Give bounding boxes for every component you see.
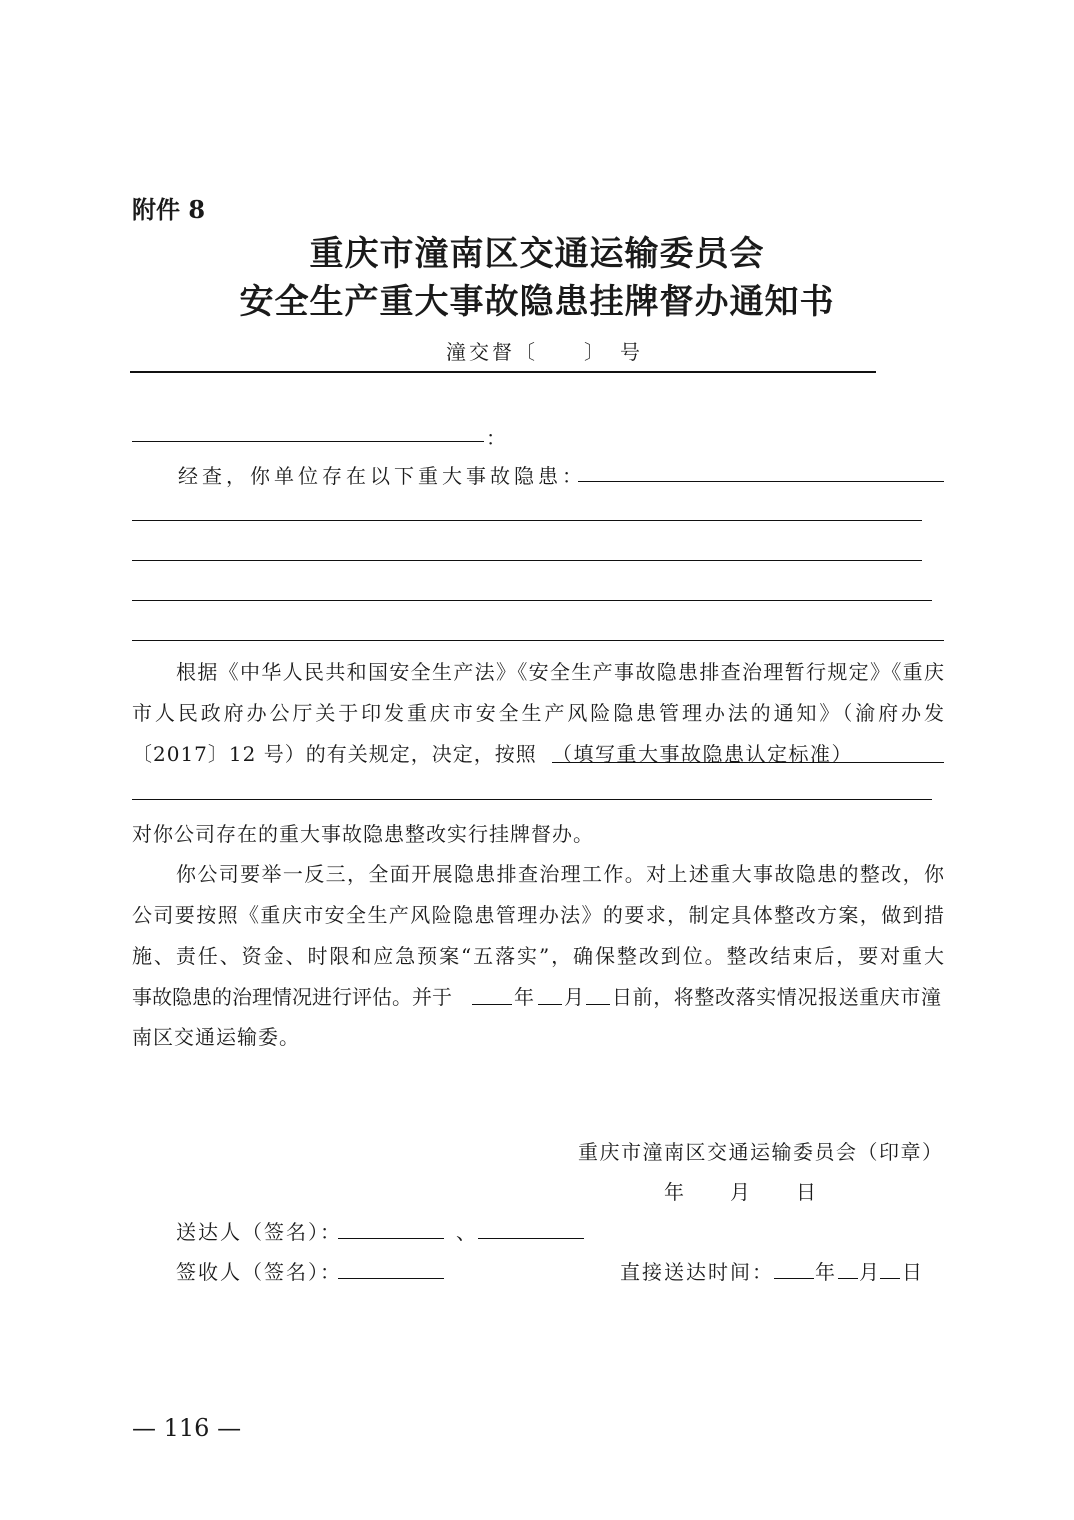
criteria-field-line[interactable]: [552, 762, 944, 763]
para2-line5: 南区交通运输委。: [132, 1025, 300, 1049]
document-number: 潼交督〔 〕 号: [446, 340, 643, 364]
deliverer-signature-1[interactable]: [338, 1238, 444, 1239]
title-line-1: 重庆市潼南区交通运输委员会: [309, 234, 765, 274]
month-label: 月: [564, 985, 584, 1009]
deadline-month-field[interactable]: [538, 1004, 562, 1005]
para1-line1: 根据《中华人民共和国安全生产法》《安全生产事故隐患排查治理暂行规定》《重庆: [176, 660, 944, 684]
year-label: 年: [514, 985, 534, 1009]
delivery-day-field[interactable]: [880, 1278, 900, 1279]
delivery-time-label: 直接送达时间：: [620, 1260, 774, 1284]
delivery-month-field[interactable]: [838, 1278, 858, 1279]
para2-line3: 施、责任、资金、时限和应急预案“五落实”，确保整改到位。整改结束后，要对重大: [132, 944, 944, 968]
para2-line2: 公司要按照《重庆市安全生产风险隐患管理办法》的要求，制定具体整改方案，做到措: [132, 903, 944, 927]
title-line-2: 安全生产重大事故隐患挂牌督办通知书: [239, 282, 835, 322]
hazard-field-line[interactable]: [132, 560, 922, 561]
para1-line3-prefix: 〔2017〕12 号）的有关规定，决定，按照: [132, 742, 537, 766]
month-label: 月: [859, 1260, 879, 1284]
issuer-seal-line: 重庆市潼南区交通运输委员会（印章）: [578, 1140, 944, 1164]
attachment-label: 附件 8: [132, 195, 206, 224]
receiver-signature[interactable]: [338, 1278, 444, 1279]
page-number: — 116 —: [132, 1414, 242, 1442]
separator: 、: [456, 1220, 476, 1244]
issue-date: 年 月 日: [664, 1180, 818, 1204]
hazard-field-line[interactable]: [578, 481, 944, 482]
para2-line1: 你公司要举一反三，全面开展隐患排查治理工作。对上述重大事故隐患的整改，你: [176, 862, 944, 886]
year-label: 年: [815, 1260, 835, 1284]
deadline-day-field[interactable]: [586, 1004, 610, 1005]
para1-line2: 市人民政府办公厅关于印发重庆市安全生产风险隐患管理办法的通知》（渝府办发: [132, 701, 944, 725]
para2-line4-a: 事故隐患的治理情况进行评估。并于: [132, 985, 452, 1009]
receiver-label: 签收人（签名）：: [176, 1260, 342, 1284]
deliverer-signature-2[interactable]: [478, 1238, 584, 1239]
hazard-field-line[interactable]: [132, 520, 922, 521]
addressee-field[interactable]: [132, 441, 484, 442]
hazard-field-line[interactable]: [132, 600, 932, 601]
deadline-year-field[interactable]: [472, 1004, 512, 1005]
criteria-field-line[interactable]: [132, 799, 932, 800]
para1-line4: 对你公司存在的重大事故隐患整改实行挂牌督办。: [132, 822, 594, 846]
finding-intro: 经查，你单位存在以下重大事故隐患：: [178, 464, 586, 488]
delivery-year-field[interactable]: [774, 1278, 814, 1279]
para2-line4-b: 日前，将整改落实情况报送重庆市潼: [612, 985, 942, 1009]
day-label: 日: [902, 1260, 922, 1284]
hazard-field-line[interactable]: [132, 640, 944, 641]
deliverer-label: 送达人（签名）：: [176, 1220, 342, 1244]
addressee-colon: ：: [486, 426, 506, 450]
criteria-fill-text: （填写重大事故隐患认定标准）: [552, 742, 853, 766]
header-divider: [130, 371, 876, 373]
